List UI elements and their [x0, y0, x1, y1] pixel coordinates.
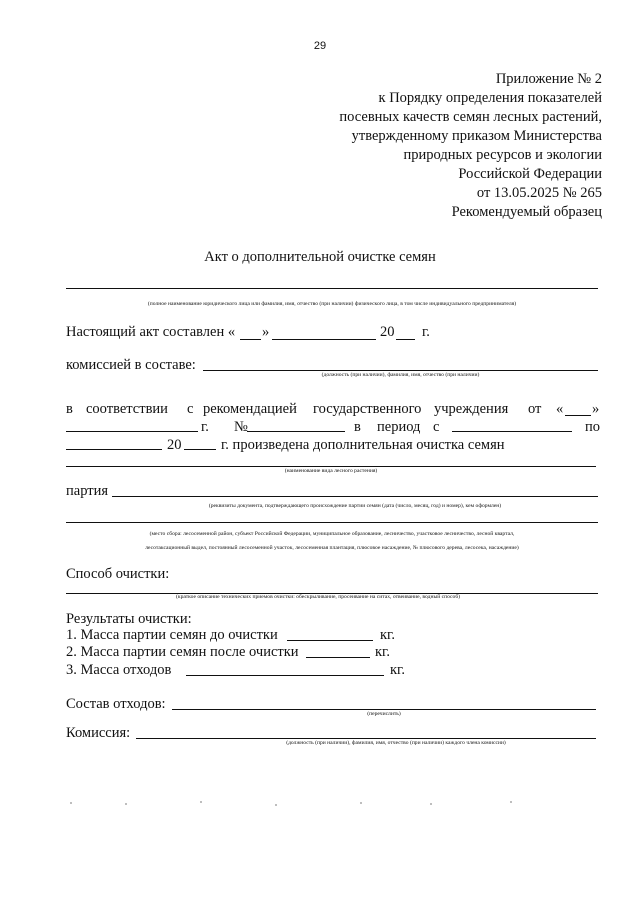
appendix-line-2: к Порядку определения показателей — [378, 90, 602, 106]
place-hint-1: (место сбора: лесосеменной район, субъект Российской Федерации, муниципальное образование, лесничество, участковое лесничество, лесной квартал, — [149, 531, 515, 537]
acc-po: по — [585, 419, 601, 435]
act-year-line — [396, 339, 415, 340]
document-title: Акт о дополнительной очистке семян — [204, 249, 436, 265]
result-item-3-unit: кг. — [390, 662, 405, 678]
result-item-3: 3. Масса отходов — [66, 662, 172, 678]
acc-w3: с — [187, 401, 194, 417]
members-hint: (должность (при наличии), фамилия, имя, отчество (при наличии) каждого члена комиссии) — [286, 740, 506, 746]
page-number: 29 — [313, 40, 327, 52]
org-field-line — [66, 288, 598, 289]
acc-to-line — [66, 449, 162, 450]
acc-s: с — [433, 419, 440, 435]
place-line — [66, 522, 598, 523]
acc-w7: от — [528, 401, 542, 417]
place-hint-2: лесотаксационный выдел, постоянный лесосеменной участок, лесосеменная плантация, плюсовое насаждение, № плюсового дерева, лесосека, насаждение) — [145, 545, 519, 551]
commission-hint: (должность (при наличии), фамилия, имя, отчество (при наличии) — [321, 372, 480, 378]
species-line — [66, 466, 596, 467]
act-prefix: Настоящий акт составлен « — [66, 324, 236, 340]
appendix-line-5: природных ресурсов и экологии — [403, 147, 602, 163]
acc-day-line — [565, 415, 591, 416]
org-hint: (полное наименование юридического лица или фамилия, имя, отчество (при наличии) физического лица, в том числе индивидуального предпринимателя) — [147, 301, 517, 307]
acc-w1: в — [66, 401, 73, 417]
appendix-line-4: утвержденному приказом Министерства — [351, 128, 602, 144]
result-item-3-line — [186, 675, 384, 676]
recommended-sample: Рекомендуемый образец — [451, 204, 602, 220]
act-month-line — [272, 339, 376, 340]
result-item-2-unit: кг. — [375, 644, 390, 660]
method-hint: (краткое описание технических приемов очистки: обескрыливание, просеивание на ситах, отвеивание, водный способ) — [176, 594, 461, 600]
appendix-line-1: Приложение № 2 — [495, 71, 602, 87]
method-label: Способ очистки: — [66, 566, 170, 582]
acc-line3-year: 20 — [167, 437, 182, 453]
acc-date-line — [66, 431, 198, 432]
acc-line3-text: г. произведена дополнительная очистка семян — [221, 437, 505, 453]
act-quote-close: » — [262, 324, 270, 340]
batch-line — [112, 496, 598, 497]
result-item-2-line — [306, 657, 370, 658]
acc-w4: рекомендацией — [203, 401, 297, 417]
batch-hint: (реквизиты документа, подтверждающего происхождение партии семян (дата (число, месяц, год) и номер), кем оформлен) — [208, 503, 502, 509]
result-item-1-line — [287, 640, 373, 641]
act-year-prefix: 20 — [380, 324, 395, 340]
appendix-line-7: от 13.05.2025 № 265 — [476, 185, 602, 201]
acc-line3-year-line — [184, 449, 216, 450]
batch-label: партия — [66, 483, 109, 499]
acc-in: в — [354, 419, 361, 435]
appendix-line-3: посевных качеств семян лесных растений, — [339, 109, 602, 125]
acc-g: г. — [201, 419, 209, 435]
commission-label: комиссией в составе: — [66, 357, 196, 373]
acc-number-line — [247, 431, 345, 432]
result-item-1-unit: кг. — [380, 627, 395, 643]
acc-w6: учреждения — [434, 401, 509, 417]
waste-hint: (перечислить) — [367, 711, 401, 717]
acc-w8: « — [556, 401, 564, 417]
results-heading: Результаты очистки: — [66, 611, 192, 627]
result-item-1: 1. Масса партии семян до очистки — [66, 627, 278, 643]
acc-w9: » — [592, 401, 600, 417]
species-hint: (наименование вида лесного растения) — [284, 468, 378, 474]
act-day-line — [240, 339, 261, 340]
appendix-line-6: Российской Федерации — [458, 166, 602, 182]
members-line — [136, 738, 596, 739]
acc-from-line — [452, 431, 572, 432]
acc-num: № — [234, 419, 248, 435]
act-year-suffix: г. — [422, 324, 430, 340]
acc-w5: государственного — [313, 401, 422, 417]
result-item-2: 2. Масса партии семян после очистки — [66, 644, 299, 660]
members-label: Комиссия: — [66, 725, 131, 741]
acc-w2: соответствии — [86, 401, 168, 417]
waste-line — [172, 709, 596, 710]
commission-line — [203, 370, 598, 371]
scan-speckles — [70, 800, 570, 810]
waste-label: Состав отходов: — [66, 696, 166, 712]
acc-period: период — [377, 419, 421, 435]
